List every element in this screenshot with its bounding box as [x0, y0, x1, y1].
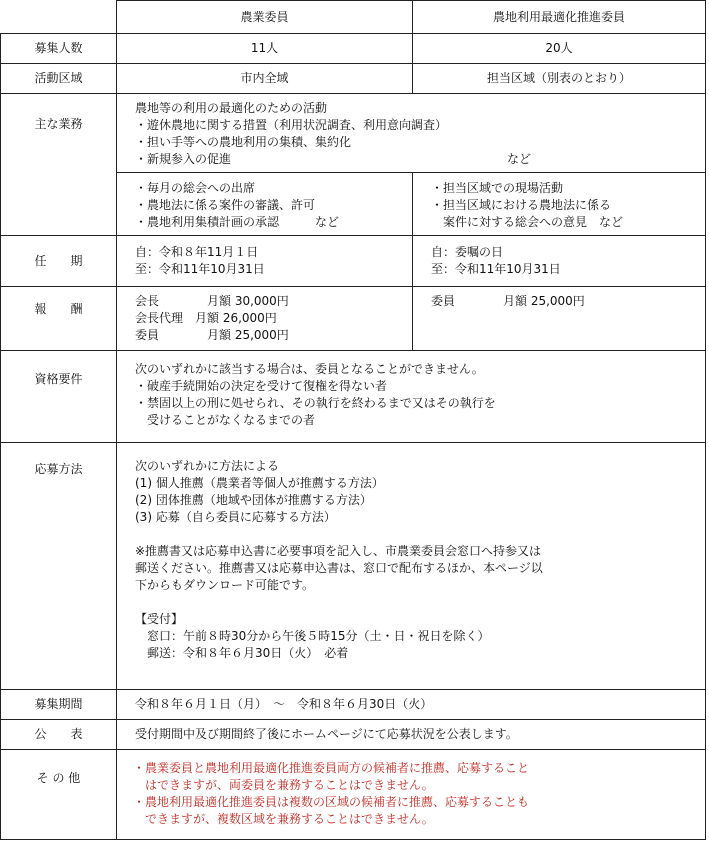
main-duties-common-line: 農地等の利用の最適化のための活動 — [135, 101, 328, 115]
other-line: ・農地利用最適化推進委員は複数の区域の候補者に推薦、応募することも — [133, 795, 530, 809]
other-line: できますが、複数区域を兼務することはできません。 — [133, 812, 434, 826]
other-content — [117, 750, 706, 840]
main-duties-common-line: ・担い手等への農地利用の集積、集約化 — [135, 135, 352, 149]
main-duties-common-line: ・新規参入の促進 など — [135, 152, 532, 166]
qualifications-row — [1, 351, 706, 443]
application-method-line: (1) 個人推薦（農業者等個人が推薦する方法） — [135, 476, 384, 490]
activity-area-col2: 担当区域（別表のとおり） — [413, 64, 706, 94]
term-col1-line: 自：令和８年11月１日 — [135, 245, 259, 259]
main-duties-col1-line: ・毎月の総会への出席 — [135, 181, 256, 195]
announcement-text: 受付期間中及び期間終了後にホームページにて応募状況を公表します。 — [117, 720, 706, 750]
application-method-line: (2) 団体推薦（地域や団体が推薦する方法） — [135, 493, 372, 507]
term-col2 — [413, 236, 706, 287]
application-method-content — [117, 443, 706, 690]
qualifications-content — [117, 351, 706, 443]
main-duties-common-row — [1, 94, 706, 173]
header-promotion-committee: 農地利用最適化推進委員 — [413, 1, 706, 34]
compensation-row — [1, 287, 706, 351]
header-row — [1, 1, 706, 34]
other-row — [1, 750, 706, 840]
recruit-count-label: 募集人数 — [1, 34, 117, 64]
application-method-line: 郵送ください。推薦書又は応募申込書は、窓口で配布するほか、本ページ以 — [135, 561, 543, 575]
compensation-col2-line: 委員 月額 25,000円 — [431, 294, 585, 308]
compensation-col1-line: 会長代理 月額 26,000円 — [135, 311, 277, 325]
other-line: はできますが、両委員を兼務することはできません。 — [133, 778, 434, 792]
term-col1-line: 至：令和11年10月31日 — [135, 262, 265, 276]
main-duties-label: 主な業務 — [1, 94, 117, 236]
main-duties-col2 — [413, 173, 706, 236]
application-method-line: 下からもダウンロード可能です。 — [135, 578, 315, 592]
other-label: そ の 他 — [1, 750, 117, 840]
term-row — [1, 236, 706, 287]
main-duties-col2-line: ・担当区域における農地法に係る — [431, 198, 612, 212]
main-duties-col1-line: ・農地利用集積計画の承認 など — [135, 215, 340, 229]
main-duties-common — [117, 94, 706, 173]
main-duties-common-line: ・遊休農地に関する措置（利用状況調査、利用意向調査） — [135, 118, 448, 132]
main-duties-col1-line: ・農地法に係る案件の審議、許可 — [135, 198, 316, 212]
compensation-col1-line: 会長 月額 30,000円 — [135, 294, 289, 308]
application-method-line — [135, 594, 705, 611]
application-method-line: 【受付】 — [135, 612, 184, 626]
application-method-line: 次のいずれかに方法による — [135, 459, 280, 473]
term-label: 任 期 — [1, 236, 117, 287]
header-agricultural-committee: 農業委員 — [117, 1, 413, 34]
main-duties-col2-line: 案件に対する総会への意見 など — [431, 215, 624, 229]
qualifications-line: 受けることがなくなるまでの者 — [135, 413, 316, 427]
application-method-line — [135, 526, 705, 543]
recruitment-period-row — [1, 690, 706, 720]
compensation-col1-line: 委員 月額 25,000円 — [135, 328, 289, 342]
announcement-label: 公 表 — [1, 720, 117, 750]
application-method-line: (3) 応募（自ら委員に応募する方法） — [135, 510, 336, 524]
qualifications-line: 次のいずれかに該当する場合は、委員となることができません。 — [135, 362, 484, 376]
other-line: ・農業委員と農地利用最適化推進委員両方の候補者に推薦、応募すること — [133, 761, 530, 775]
recruitment-period-text: 令和８年６月１日（月） ～ 令和８年６月30日（火） — [117, 690, 706, 720]
application-method-row — [1, 443, 706, 690]
activity-area-col1: 市内全域 — [117, 64, 413, 94]
qualifications-label: 資格要件 — [1, 351, 117, 443]
term-col1 — [117, 236, 413, 287]
term-col2-line: 至：令和11年10月31日 — [431, 262, 561, 276]
term-col2-line: 自：委嘱の日 — [431, 245, 504, 259]
main-duties-col2-line: ・担当区域での現場活動 — [431, 181, 564, 195]
recruit-count-col1: 11人 — [117, 34, 413, 64]
compensation-col2 — [413, 287, 706, 351]
application-method-line: 窓口：午前８時30分から午後５時15分（土・日・祝日を除く） — [135, 629, 490, 643]
application-method-label: 応募方法 — [1, 443, 117, 690]
activity-area-label: 活動区域 — [1, 64, 117, 94]
recruit-count-col2: 20人 — [413, 34, 706, 64]
compensation-col1 — [117, 287, 413, 351]
header-corner-cell — [1, 1, 117, 34]
qualifications-line: ・禁固以上の刑に処せられ、その執行を終わるまで又はその執行を — [135, 396, 496, 410]
application-method-line: ※推薦書又は応募申込書に必要事項を記入し、市農業委員会窓口へ持参又は — [135, 544, 542, 558]
activity-area-row — [1, 64, 706, 94]
compensation-label: 報 酬 — [1, 287, 117, 351]
qualifications-line: ・破産手続開始の決定を受けて復権を得ない者 — [135, 379, 388, 393]
recruitment-period-label: 募集期間 — [1, 690, 117, 720]
application-method-line: 郵送：令和８年６月30日（火） 必着 — [135, 646, 349, 660]
main-duties-col1 — [117, 173, 413, 236]
announcement-row — [1, 720, 706, 750]
recruit-count-row — [1, 34, 706, 64]
